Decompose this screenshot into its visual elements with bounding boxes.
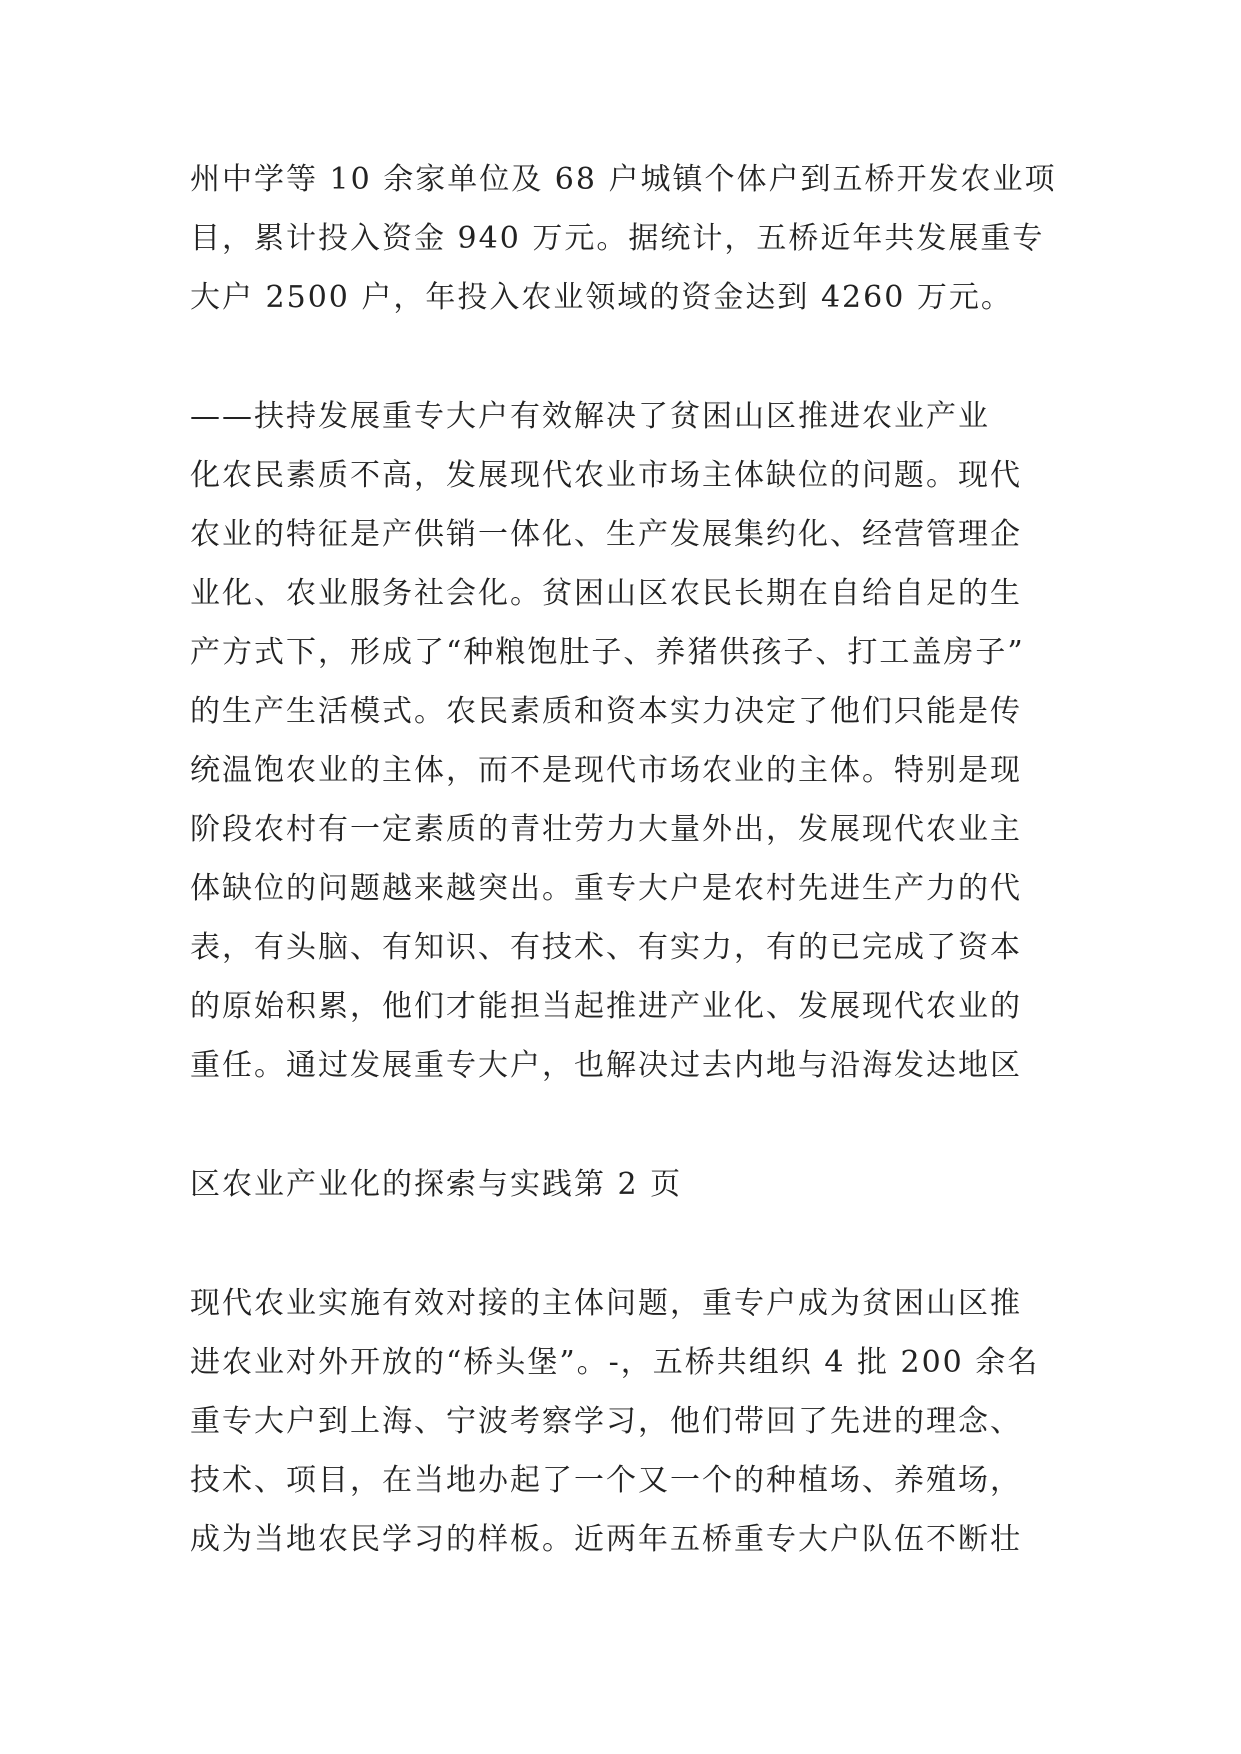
text-line: 进农业对外开放的“桥头堡”。-，五桥共组织 4 批 200 余名: [190, 1345, 1040, 1380]
paragraph-gap: [190, 327, 1060, 387]
text-line: 产方式下，形成了“种粮饱肚子、养猪供孩子、打工盖房子”: [190, 635, 1025, 670]
page-heading: [190, 1155, 1060, 1214]
text-line: 技术、项目，在当地办起了一个又一个的种植场、养殖场，: [190, 1463, 1022, 1498]
text-line: 目，累计投入资金 940 万元。据统计，五桥近年共发展重专: [190, 221, 1045, 256]
page-title-line: 区农业产业化的探索与实践第 2 页: [190, 1167, 683, 1202]
text-line: 阶段农村有一定素质的青壮劳力大量外出，发展现代农业主: [190, 812, 1022, 847]
text-line: 州中学等 10 余家单位及 68 户城镇个体户到五桥开发农业项: [190, 162, 1057, 197]
paragraph-gap: [190, 1095, 1060, 1155]
text-line: 现代农业实施有效对接的主体问题，重专户成为贫困山区推: [190, 1286, 1022, 1321]
paragraph-investment: [190, 150, 1060, 327]
text-line: 大户 2500 户，年投入农业领域的资金达到 4260 万元。: [190, 280, 1013, 315]
text-line: 体缺位的问题越来越突出。重专大户是农村先进生产力的代: [190, 871, 1022, 906]
text-line: ——扶持发展重专大户有效解决了贫困山区推进农业产业: [190, 399, 990, 434]
text-line: 的生产生活模式。农民素质和资本实力决定了他们只能是传: [190, 694, 1022, 729]
text-line: 重专大户到上海、宁波考察学习，他们带回了先进的理念、: [190, 1404, 1022, 1439]
paragraph-main: [190, 387, 1060, 1095]
text-line: 业化、农业服务社会化。贫困山区农民长期在自给自足的生: [190, 576, 1022, 611]
text-line: 的原始积累，他们才能担当起推进产业化、发展现代农业的: [190, 989, 1022, 1024]
text-line: 化农民素质不高，发展现代农业市场主体缺位的问题。现代: [190, 458, 1022, 493]
text-line: 重任。通过发展重专大户，也解决过去内地与沿海发达地区: [190, 1048, 1022, 1083]
paragraph-gap: [190, 1214, 1060, 1274]
text-line: 农业的特征是产供销一体化、生产发展集约化、经营管理企: [190, 517, 1022, 552]
paragraph-continuation: [190, 1274, 1060, 1569]
text-line: 统温饱农业的主体，而不是现代市场农业的主体。特别是现: [190, 753, 1022, 788]
text-line: 成为当地农民学习的样板。近两年五桥重专大户队伍不断壮: [190, 1522, 1022, 1557]
document-body: [190, 150, 1060, 1569]
text-line: 表，有头脑、有知识、有技术、有实力，有的已完成了资本: [190, 930, 1022, 965]
